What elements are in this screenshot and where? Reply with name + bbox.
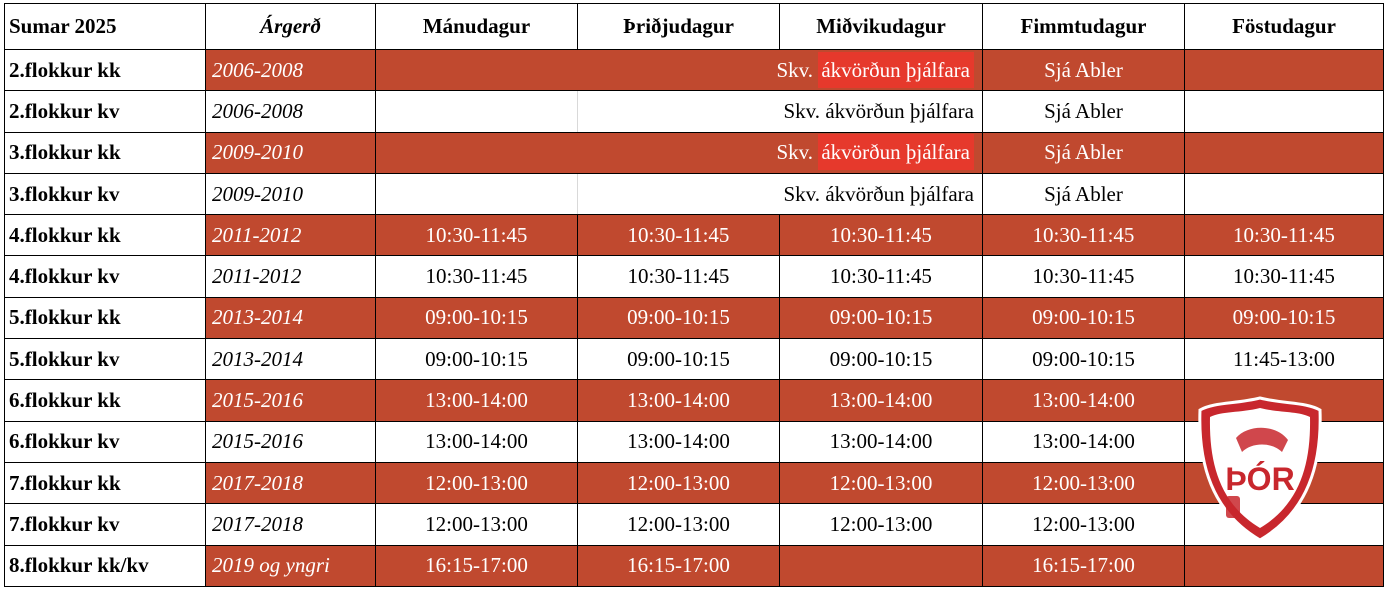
year-column-header: Árgerð bbox=[206, 4, 376, 50]
wednesday-cell: 10:30-11:45 bbox=[780, 256, 983, 297]
coach-decision-text: ákvörðun þjálfara bbox=[825, 181, 974, 206]
tuesday-cell: 10:30-11:45 bbox=[578, 215, 780, 256]
group-name: 6.flokkur kv bbox=[5, 421, 206, 462]
table-row bbox=[5, 297, 1384, 338]
friday-cell: 11:45-13:00 bbox=[1185, 339, 1384, 380]
table-row bbox=[5, 215, 1384, 256]
monday-cell bbox=[376, 91, 578, 132]
thursday-cell: Sjá Abler bbox=[983, 173, 1185, 214]
coach-decision-cell bbox=[578, 173, 983, 214]
monday-cell: 09:00-10:15 bbox=[376, 339, 578, 380]
thursday-cell: 12:00-13:00 bbox=[983, 462, 1185, 503]
group-name: 5.flokkur kv bbox=[5, 339, 206, 380]
wednesday-cell: 12:00-13:00 bbox=[780, 504, 983, 545]
wednesday-cell: 09:00-10:15 bbox=[780, 297, 983, 338]
day-header-tuesday: Þriðjudagur bbox=[578, 4, 780, 50]
day-header-wednesday: Miðvikudagur bbox=[780, 4, 983, 50]
tuesday-cell: 09:00-10:15 bbox=[578, 339, 780, 380]
birth-years: 2013-2014 bbox=[206, 297, 376, 338]
table-row bbox=[5, 380, 1384, 421]
monday-cell bbox=[376, 132, 578, 173]
wednesday-cell: 12:00-13:00 bbox=[780, 462, 983, 503]
table-row bbox=[5, 545, 1384, 586]
sheet-title: Sumar 2025 bbox=[5, 4, 206, 50]
table-row bbox=[5, 256, 1384, 297]
monday-cell: 16:15-17:00 bbox=[376, 545, 578, 586]
header-row bbox=[5, 4, 1384, 50]
tuesday-cell: 12:00-13:00 bbox=[578, 462, 780, 503]
birth-years: 2015-2016 bbox=[206, 421, 376, 462]
table-row bbox=[5, 132, 1384, 173]
birth-years: 2009-2010 bbox=[206, 132, 376, 173]
group-name: 3.flokkur kk bbox=[5, 132, 206, 173]
table-row bbox=[5, 462, 1384, 503]
group-name: 7.flokkur kv bbox=[5, 504, 206, 545]
coach-decision-cell bbox=[578, 91, 983, 132]
thursday-cell: 10:30-11:45 bbox=[983, 256, 1185, 297]
day-header-thursday: Fimmtudagur bbox=[983, 4, 1185, 50]
logo-text: ÞÓR bbox=[1225, 461, 1295, 497]
coach-decision-prefix: Skv. bbox=[783, 181, 821, 206]
birth-years: 2017-2018 bbox=[206, 504, 376, 545]
tuesday-cell: 13:00-14:00 bbox=[578, 380, 780, 421]
group-name: 7.flokkur kk bbox=[5, 462, 206, 503]
monday-cell: 09:00-10:15 bbox=[376, 297, 578, 338]
birth-years: 2015-2016 bbox=[206, 380, 376, 421]
friday-cell bbox=[1185, 91, 1384, 132]
group-name: 3.flokkur kv bbox=[5, 173, 206, 214]
friday-cell bbox=[1185, 132, 1384, 173]
monday-cell: 13:00-14:00 bbox=[376, 421, 578, 462]
monday-cell: 12:00-13:00 bbox=[376, 504, 578, 545]
thursday-cell: 10:30-11:45 bbox=[983, 215, 1185, 256]
coach-decision-prefix: Skv. bbox=[783, 98, 821, 123]
table-row bbox=[5, 421, 1384, 462]
coach-decision-cell bbox=[578, 50, 983, 91]
tuesday-cell: 16:15-17:00 bbox=[578, 545, 780, 586]
birth-years: 2019 og yngri bbox=[206, 545, 376, 586]
birth-years: 2013-2014 bbox=[206, 339, 376, 380]
friday-cell bbox=[1185, 173, 1384, 214]
wednesday-cell: 10:30-11:45 bbox=[780, 215, 983, 256]
tuesday-cell: 12:00-13:00 bbox=[578, 504, 780, 545]
group-name: 2.flokkur kv bbox=[5, 91, 206, 132]
thursday-cell: Sjá Abler bbox=[983, 91, 1185, 132]
friday-cell: 09:00-10:15 bbox=[1185, 297, 1384, 338]
schedule-table bbox=[4, 3, 1384, 587]
tuesday-cell: 10:30-11:45 bbox=[578, 256, 780, 297]
group-name: 4.flokkur kv bbox=[5, 256, 206, 297]
thursday-cell: 16:15-17:00 bbox=[983, 545, 1185, 586]
coach-decision-text: ákvörðun þjálfara bbox=[818, 134, 974, 170]
friday-cell: 10:30-11:45 bbox=[1185, 215, 1384, 256]
thursday-cell: 09:00-10:15 bbox=[983, 339, 1185, 380]
monday-cell: 10:30-11:45 bbox=[376, 215, 578, 256]
birth-years: 2011-2012 bbox=[206, 256, 376, 297]
day-header-friday: Föstudagur bbox=[1185, 4, 1384, 50]
group-name: 6.flokkur kk bbox=[5, 380, 206, 421]
thursday-cell: 09:00-10:15 bbox=[983, 297, 1185, 338]
coach-decision-text: ákvörðun þjálfara bbox=[818, 52, 974, 88]
birth-years: 2009-2010 bbox=[206, 173, 376, 214]
tuesday-cell: 09:00-10:15 bbox=[578, 297, 780, 338]
monday-cell: 13:00-14:00 bbox=[376, 380, 578, 421]
table-row bbox=[5, 91, 1384, 132]
coach-decision-prefix: Skv. bbox=[776, 57, 814, 82]
coach-decision-cell bbox=[578, 132, 983, 173]
schedule-sheet bbox=[4, 3, 1384, 587]
table-row bbox=[5, 50, 1384, 91]
day-header-monday: Mánudagur bbox=[376, 4, 578, 50]
friday-cell bbox=[1185, 50, 1384, 91]
thursday-cell: 12:00-13:00 bbox=[983, 504, 1185, 545]
group-name: 8.flokkur kk/kv bbox=[5, 545, 206, 586]
birth-years: 2017-2018 bbox=[206, 462, 376, 503]
friday-cell: 10:30-11:45 bbox=[1185, 256, 1384, 297]
monday-cell bbox=[376, 50, 578, 91]
table-row bbox=[5, 173, 1384, 214]
thor-club-logo bbox=[1196, 394, 1324, 544]
wednesday-cell: 13:00-14:00 bbox=[780, 380, 983, 421]
thursday-cell: Sjá Abler bbox=[983, 132, 1185, 173]
birth-years: 2006-2008 bbox=[206, 91, 376, 132]
monday-cell bbox=[376, 173, 578, 214]
group-name: 5.flokkur kk bbox=[5, 297, 206, 338]
coach-decision-text: ákvörðun þjálfara bbox=[825, 98, 974, 123]
wednesday-cell: 13:00-14:00 bbox=[780, 421, 983, 462]
group-name: 2.flokkur kk bbox=[5, 50, 206, 91]
coach-decision-prefix: Skv. bbox=[776, 140, 814, 165]
group-name: 4.flokkur kk bbox=[5, 215, 206, 256]
birth-years: 2011-2012 bbox=[206, 215, 376, 256]
table-row bbox=[5, 504, 1384, 545]
wednesday-cell: 09:00-10:15 bbox=[780, 339, 983, 380]
thursday-cell: 13:00-14:00 bbox=[983, 380, 1185, 421]
monday-cell: 10:30-11:45 bbox=[376, 256, 578, 297]
monday-cell: 12:00-13:00 bbox=[376, 462, 578, 503]
thursday-cell: 13:00-14:00 bbox=[983, 421, 1185, 462]
tuesday-cell: 13:00-14:00 bbox=[578, 421, 780, 462]
table-row bbox=[5, 339, 1384, 380]
wednesday-cell bbox=[780, 545, 983, 586]
friday-cell bbox=[1185, 545, 1384, 586]
thursday-cell: Sjá Abler bbox=[983, 50, 1185, 91]
birth-years: 2006-2008 bbox=[206, 50, 376, 91]
